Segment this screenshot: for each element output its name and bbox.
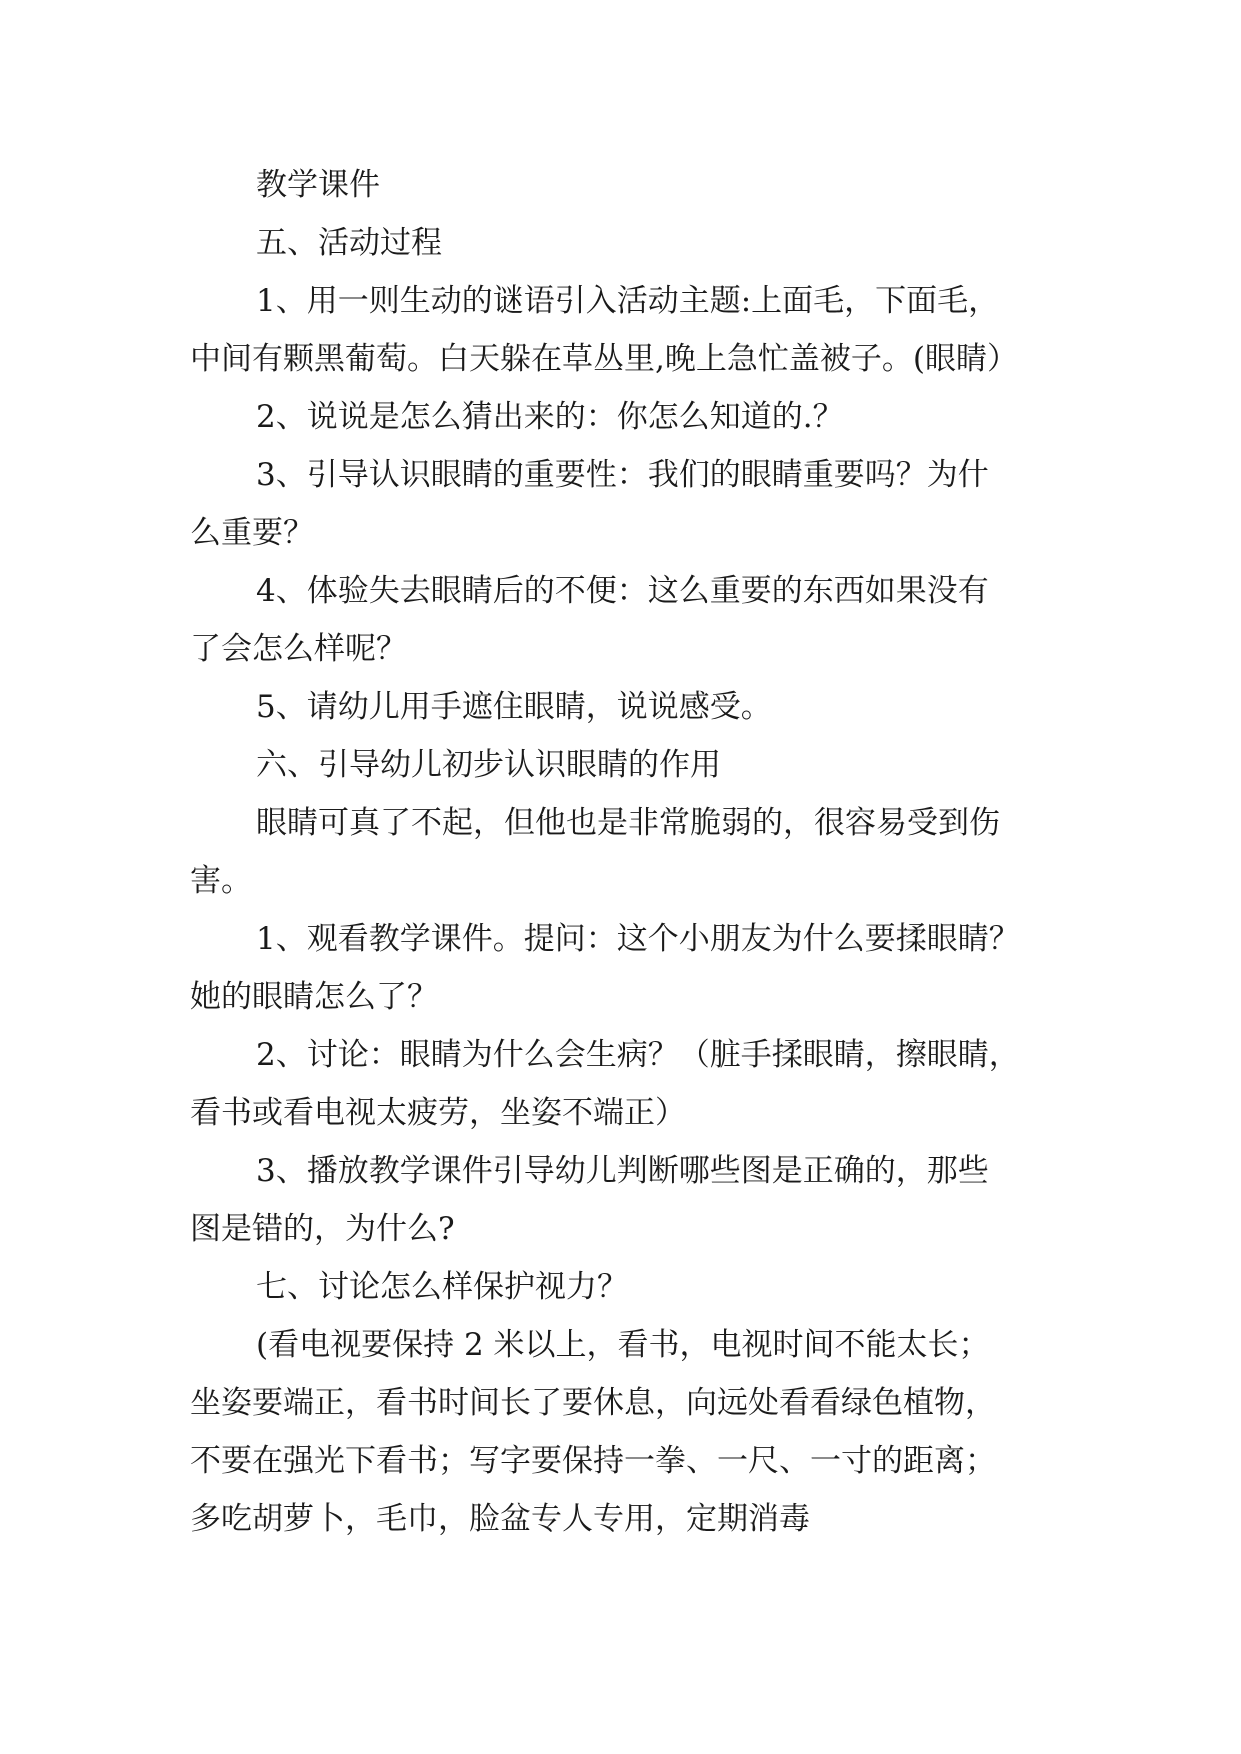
text-line-1: 教学课件	[256, 167, 380, 203]
text-line-4: 中间有颗黑葡萄。白天躲在草丛里,晚上急忙盖被子。(眼睛）	[190, 341, 1018, 377]
text-line-7: 么重要？	[190, 515, 314, 551]
text-line-24: 多吃胡萝卜，毛巾，脸盆专人专用，定期消毒	[190, 1501, 810, 1537]
text-line-6: 3、引导认识眼睛的重要性：我们的眼睛重要吗？为什	[256, 457, 989, 493]
text-line-5: 2、说说是怎么猜出来的：你怎么知道的.？	[256, 399, 844, 435]
text-line-15: 她的眼睛怎么了？	[190, 979, 438, 1015]
text-line-8: 4、体验失去眼睛后的不便：这么重要的东西如果没有	[256, 573, 989, 609]
text-line-9: 了会怎么样呢？	[190, 631, 407, 667]
text-line-22: 坐姿要端正，看书时间长了要休息，向远处看看绿色植物，	[190, 1385, 996, 1421]
text-line-16: 2、讨论：眼睛为什么会生病？（脏手揉眼睛，擦眼睛，	[256, 1037, 1020, 1073]
section-heading-7: 七、讨论怎么样保护视力？	[256, 1269, 628, 1305]
text-line-18: 3、播放教学课件引导幼儿判断哪些图是正确的，那些	[256, 1153, 989, 1189]
text-line-23: 不要在强光下看书；写字要保持一拳、一尺、一寸的距离；	[190, 1443, 996, 1479]
section-heading-6: 六、引导幼儿初步认识眼睛的作用	[256, 747, 721, 783]
text-line-10: 5、请幼儿用手遮住眼睛，说说感受。	[256, 689, 772, 725]
text-line-17: 看书或看电视太疲劳，坐姿不端正）	[190, 1095, 686, 1131]
section-heading-5: 五、活动过程	[256, 225, 442, 261]
text-line-19: 图是错的，为什么?	[190, 1211, 455, 1247]
text-line-13: 害。	[190, 863, 252, 899]
text-line-3: 1、用一则生动的谜语引入活动主题:上面毛，下面毛，	[256, 283, 1000, 319]
text-line-21: (看电视要保持 2 米以上，看书，电视时间不能太长；	[256, 1327, 990, 1363]
text-line-12: 眼睛可真了不起，但他也是非常脆弱的，很容易受到伤	[256, 805, 1000, 841]
text-line-14: 1、观看教学课件。提问：这个小朋友为什么要揉眼睛？	[256, 921, 1020, 957]
